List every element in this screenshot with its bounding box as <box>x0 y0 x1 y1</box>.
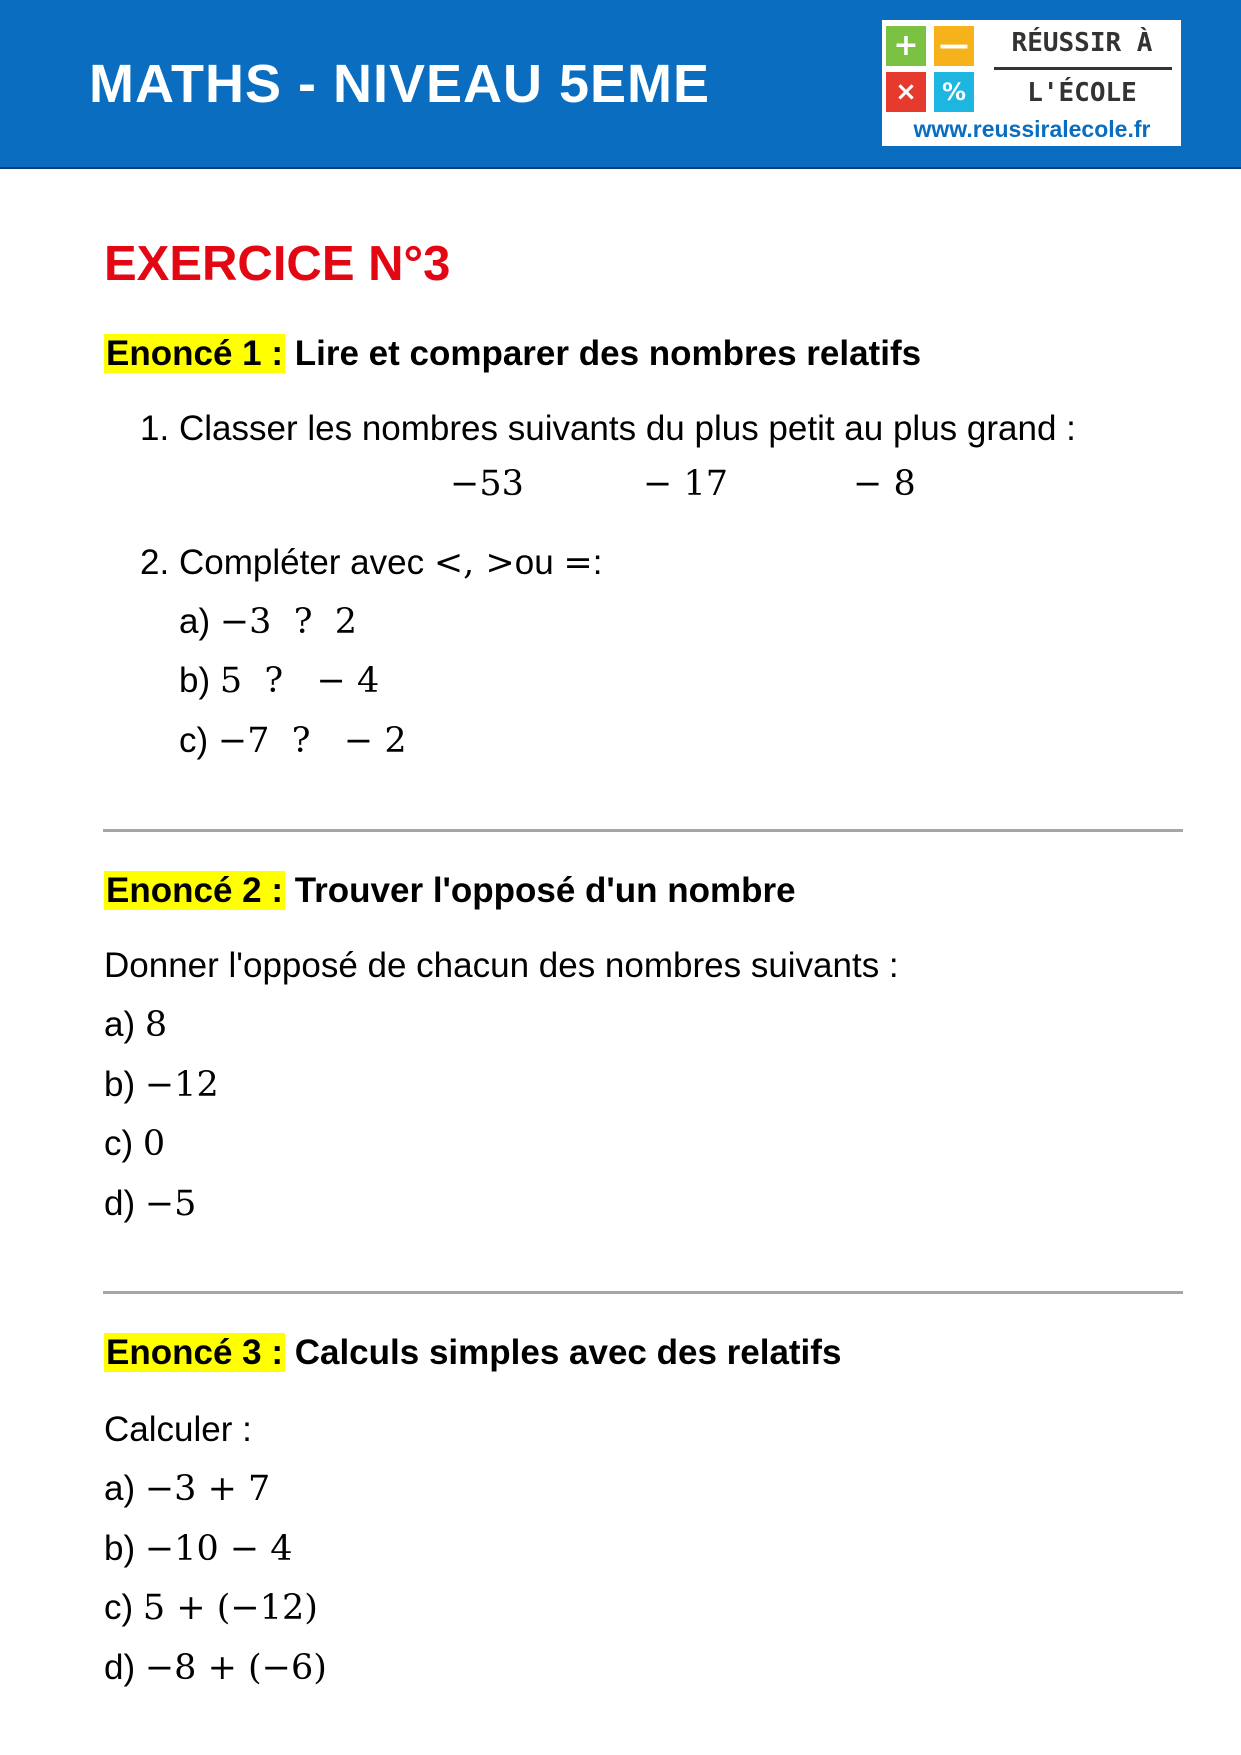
list-item <box>179 602 357 642</box>
item-letter: c) <box>104 1124 134 1163</box>
item-letter: b) <box>104 1065 136 1104</box>
number-3: − 8 <box>853 464 916 504</box>
question-1-text: Classer les nombres suivants du plus petit au plus grand : <box>179 409 1076 448</box>
number-2: − 17 <box>643 464 728 504</box>
question-2-mid: ou <box>514 543 564 582</box>
item-expression: −3 + 7 <box>144 1469 271 1509</box>
enonce-2-heading <box>104 871 796 911</box>
section-divider <box>103 1291 1183 1294</box>
list-item <box>179 721 407 761</box>
list-item <box>104 1469 270 1509</box>
list-item <box>104 1005 167 1045</box>
enonce-2-instruction: Donner l'opposé de chacun des nombres suivants : <box>104 946 899 985</box>
times-icon: × <box>886 72 926 112</box>
enonce-3-heading <box>104 1333 841 1373</box>
item-letter: a) <box>104 1005 136 1044</box>
enonce-3-instruction: Calculer : <box>104 1410 252 1449</box>
item-letter: a) <box>179 602 211 641</box>
enonce-2-label: Enoncé 2 : <box>106 871 283 910</box>
item-letter: c) <box>104 1588 134 1627</box>
list-item <box>104 1065 219 1105</box>
item-expression: −5 <box>144 1184 197 1224</box>
question-2-equal: = <box>563 543 593 583</box>
enonce-3-label: Enoncé 3 : <box>106 1333 283 1372</box>
item-expression: −3 ? 2 <box>219 602 357 642</box>
item-letter: c) <box>179 721 209 760</box>
item-letter: d) <box>104 1648 136 1687</box>
percent-icon: % <box>934 72 974 112</box>
enonce-1-label: Enoncé 1 : <box>106 334 283 373</box>
enonce-1-title: Lire et comparer des nombres relatifs <box>294 334 922 373</box>
exercise-title: EXERCICE N°3 <box>104 237 451 291</box>
question-1-number: 1. <box>140 409 170 448</box>
minus-icon: — <box>934 26 974 66</box>
item-expression: 8 <box>144 1005 168 1045</box>
item-expression: −12 <box>144 1065 219 1105</box>
list-item <box>104 1588 318 1628</box>
number-1: −53 <box>450 464 524 504</box>
header-title: MATHS - NIVEAU 5EME <box>89 54 711 114</box>
enonce-2-title: Trouver l'opposé d'un nombre <box>294 871 796 910</box>
list-item <box>104 1648 327 1688</box>
item-letter: d) <box>104 1184 136 1223</box>
question-2-prefix: Compléter avec <box>179 543 434 582</box>
logo-divider <box>994 67 1172 70</box>
logo-url[interactable]: www.reussiralecole.fr <box>913 116 1151 142</box>
question-2-symbols: <, > <box>433 543 515 583</box>
item-expression: 5 ? − 4 <box>219 661 380 701</box>
logo-text-line1: RÉUSSIR À <box>1011 28 1153 58</box>
enonce-1-heading <box>104 334 921 374</box>
list-item <box>104 1184 196 1224</box>
list-item <box>179 661 379 701</box>
logo <box>882 20 1181 146</box>
question-2-suffix: : <box>592 543 603 582</box>
question-2-text <box>179 543 602 583</box>
item-expression: −10 − 4 <box>144 1529 293 1569</box>
item-expression: −7 ? − 2 <box>217 721 407 761</box>
section-divider <box>103 829 1183 832</box>
list-item <box>104 1529 293 1569</box>
logo-text-line2: L'ÉCOLE <box>1027 78 1137 108</box>
item-expression: 0 <box>142 1124 166 1164</box>
plus-icon: + <box>886 26 926 66</box>
question-2-number: 2. <box>140 543 170 582</box>
enonce-3-title: Calculs simples avec des relatifs <box>294 1333 842 1372</box>
item-expression: 5 + (−12) <box>142 1588 318 1628</box>
list-item <box>104 1124 165 1164</box>
item-letter: a) <box>104 1469 136 1508</box>
item-letter: b) <box>179 661 211 700</box>
item-expression: −8 + (−6) <box>144 1648 327 1688</box>
item-letter: b) <box>104 1529 136 1568</box>
page-header <box>0 0 1241 169</box>
